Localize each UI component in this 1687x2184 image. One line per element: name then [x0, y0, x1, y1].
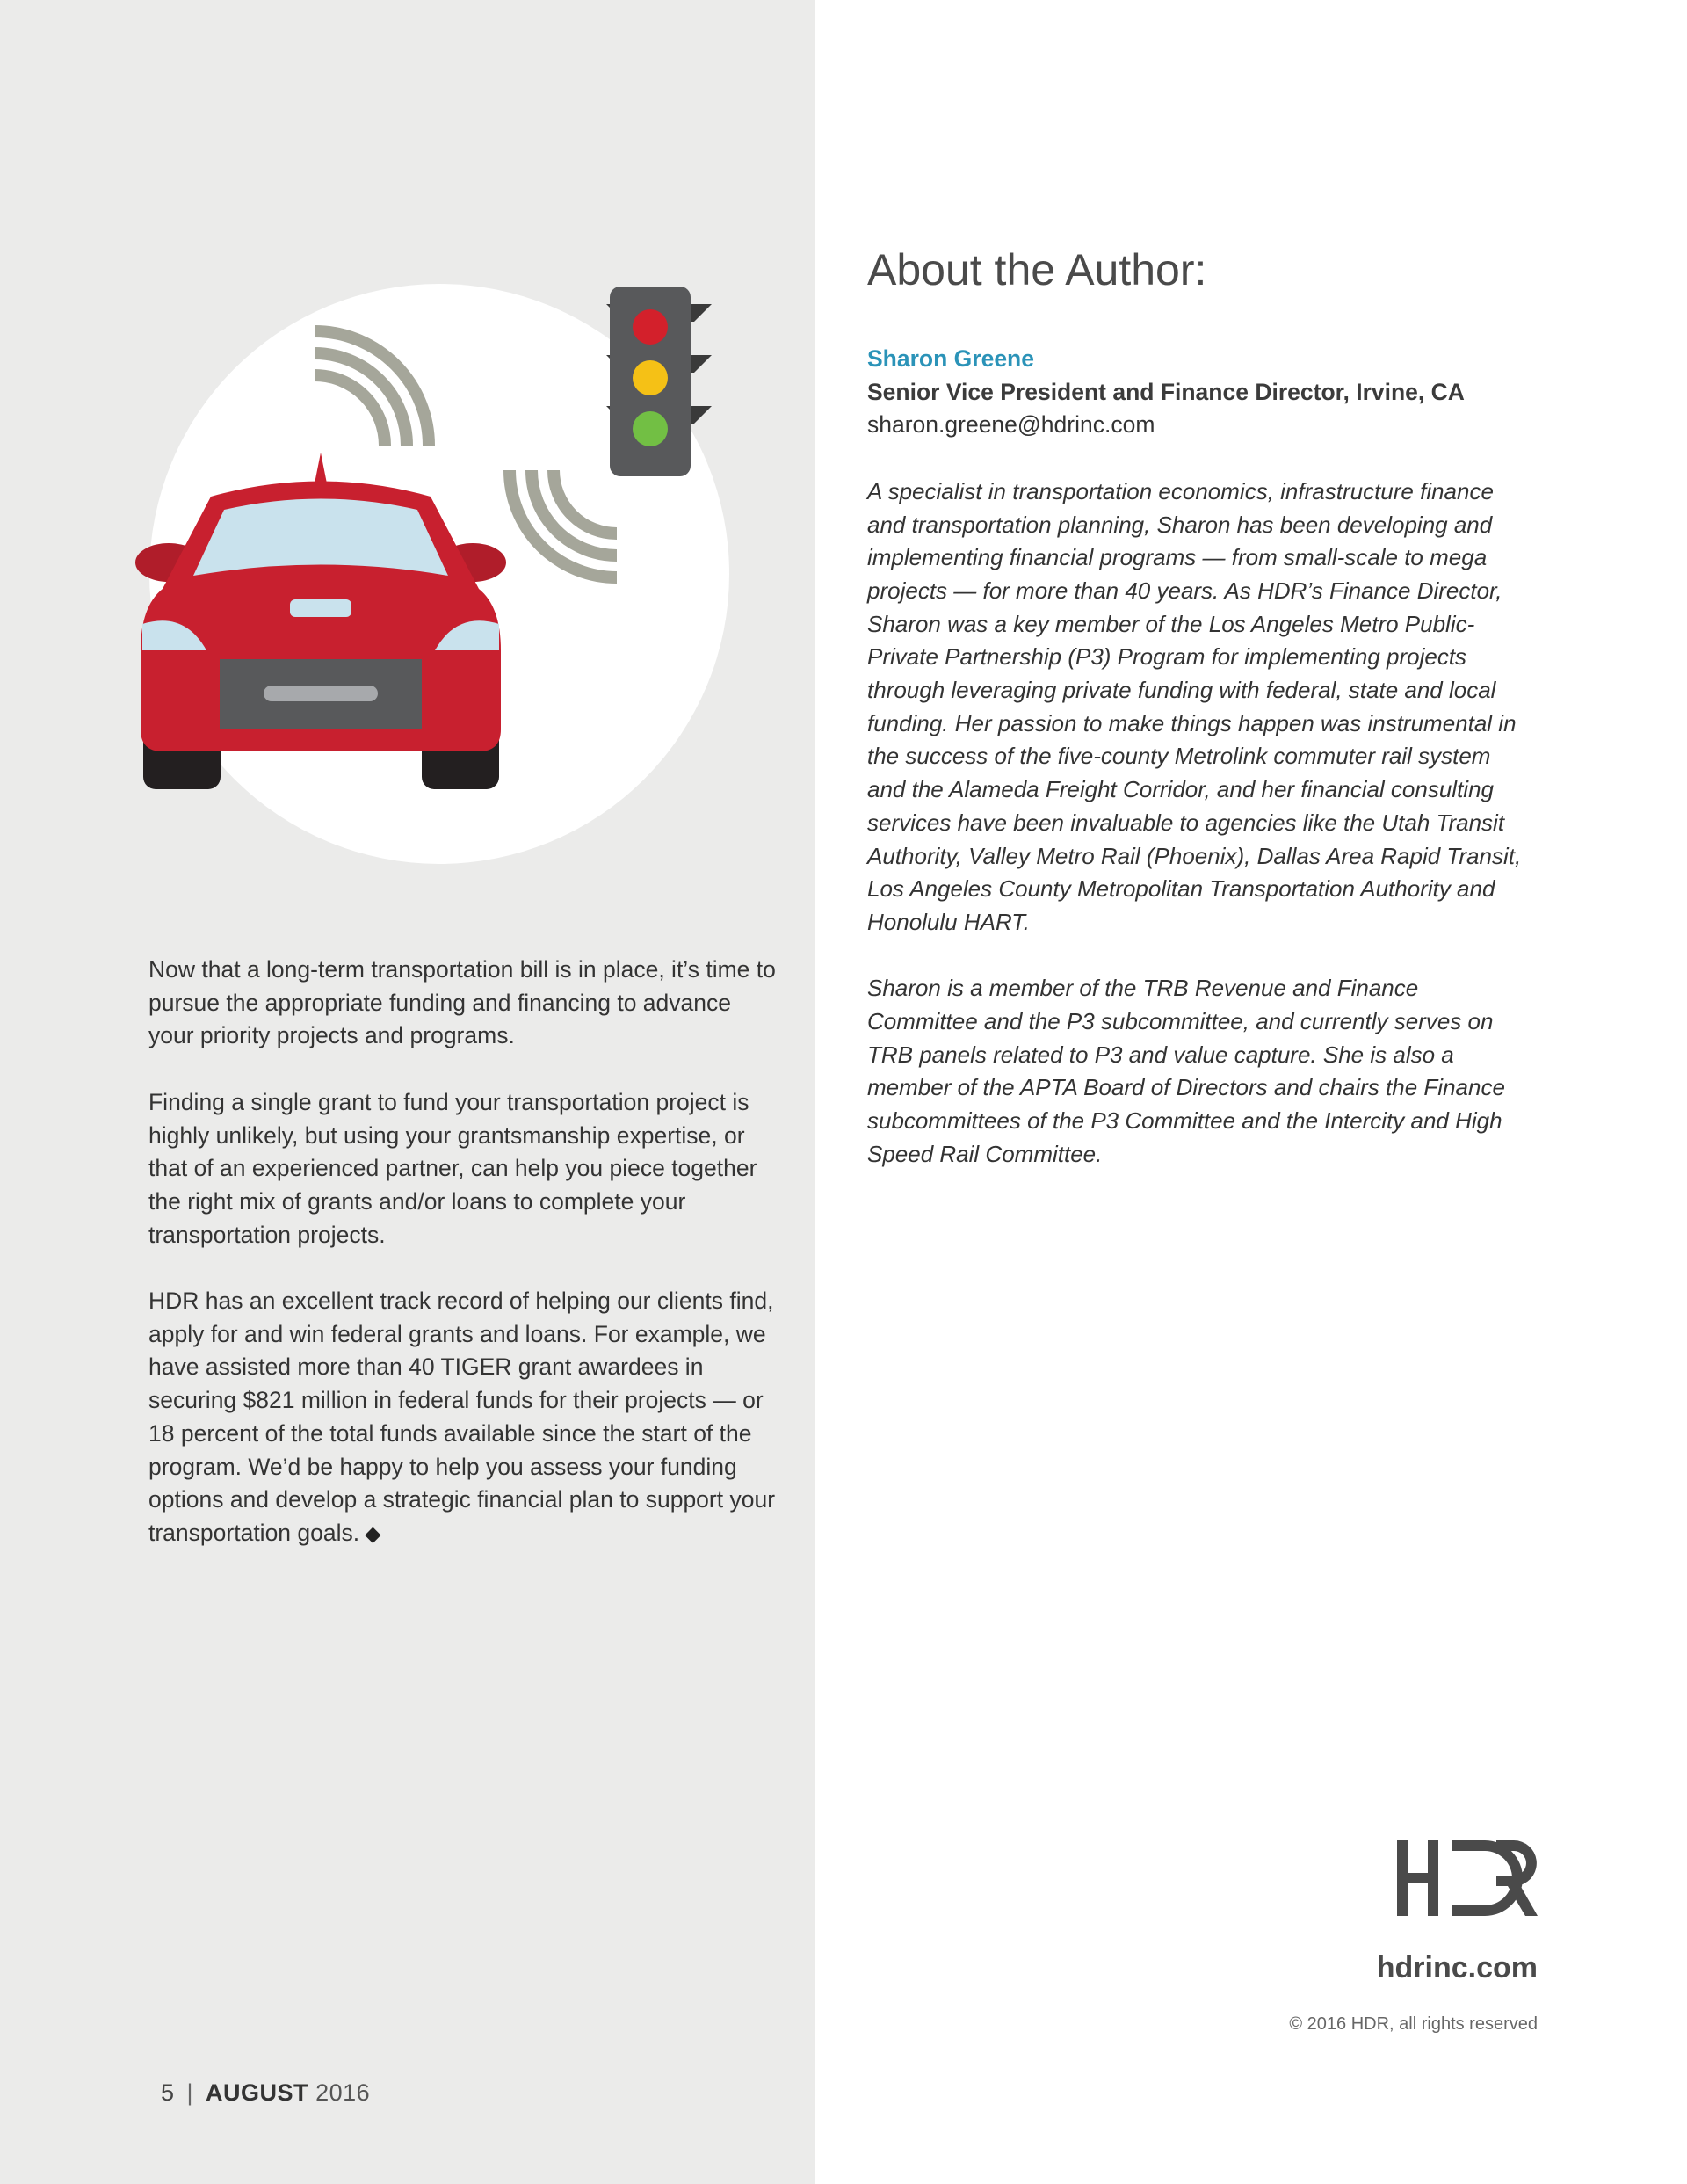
paragraph-text: HDR has an excellent track record of helping our clients find, apply for and win federal grants and loans. For example, we have assisted more than 40 TIGER grant awardees in securing $821 million in federal funds for their projects — or 18 percent of the total funds available since the start of the program. We’d be happy to help you assess your funding options and develop a strategic financial plan to support your transportation goals.: [148, 1288, 776, 1546]
license-plate: [264, 686, 378, 701]
author-bio: [867, 475, 1535, 1172]
author-email[interactable]: sharon.greene@hdrinc.com: [867, 411, 1155, 439]
connected-car-illustration: [132, 272, 782, 888]
body-text: [148, 954, 781, 1584]
bio-paragraph: A specialist in transportation economics, infrastructure finance and transportation planning, Sharon has been developing and implementing financial programs — from small-scale to mega projects — for more than 40 years. As HDR’s Finance Director, Sharon was a key member of the Los Angeles Metro Public-Private Partnership (P3) Program for implementing projects through leveraging private funding with federal, state and local funding. Her passion to make things happen was instrumental in the success of the five-county Metrolink commuter rail system and the Alameda Freight Corridor, and her financial consulting services have been invaluable to agencies like the Utah Transit Authority, Valley Metro Rail (Phoenix), Dallas Area Rapid Transit, Los Angeles County Metropolitan Transportation Authority and Honolulu HART.: [867, 477, 1522, 935]
issue-month: AUGUST: [206, 2079, 309, 2106]
windshield: [193, 499, 448, 577]
author-title: Senior Vice President and Finance Director, Irvine, CA: [867, 378, 1465, 405]
end-mark-icon: ◆: [365, 1521, 381, 1546]
page-number: 5: [161, 2079, 175, 2106]
section-heading: About the Author:: [867, 245, 1207, 294]
website-link[interactable]: hdrinc.com: [1376, 1951, 1538, 1984]
issue-year: 2016: [315, 2079, 371, 2106]
about-author-section: [867, 239, 1535, 1204]
paragraph: Now that a long-term transportation bill is in place, it’s time to pursue the appropriate funding and financing to advance your priority projects and programs.: [148, 956, 776, 1049]
copyright-notice: © 2016 HDR, all rights reserved: [1289, 2014, 1538, 2034]
page-footer: [161, 2079, 370, 2107]
green-light: [633, 411, 668, 446]
bio-paragraph: Sharon is a member of the TRB Revenue and Finance Committee and the P3 subcommittee, and currently serves on TRB panels related to P3 and value capture. She is also a member of the APTA Board of Directors and chairs the Finance subcommittees of the P3 Committee and the Intercity and High Speed Rail Committee.: [867, 975, 1505, 1167]
footer-separator: |: [186, 2079, 194, 2106]
hood-light: [290, 599, 351, 617]
paragraph: [148, 1285, 781, 1551]
red-light: [633, 309, 668, 345]
paragraph: Finding a single grant to fund your transportation project is highly unlikely, but using your grantsmanship expertise, or that of an experienced partner, can help you piece together the right mix of grants and/or loans to complete your transportation projects.: [148, 1088, 757, 1248]
hdr-logo: [1397, 1840, 1538, 1916]
author-name: Sharon Greene: [867, 345, 1034, 372]
yellow-light: [633, 360, 668, 395]
